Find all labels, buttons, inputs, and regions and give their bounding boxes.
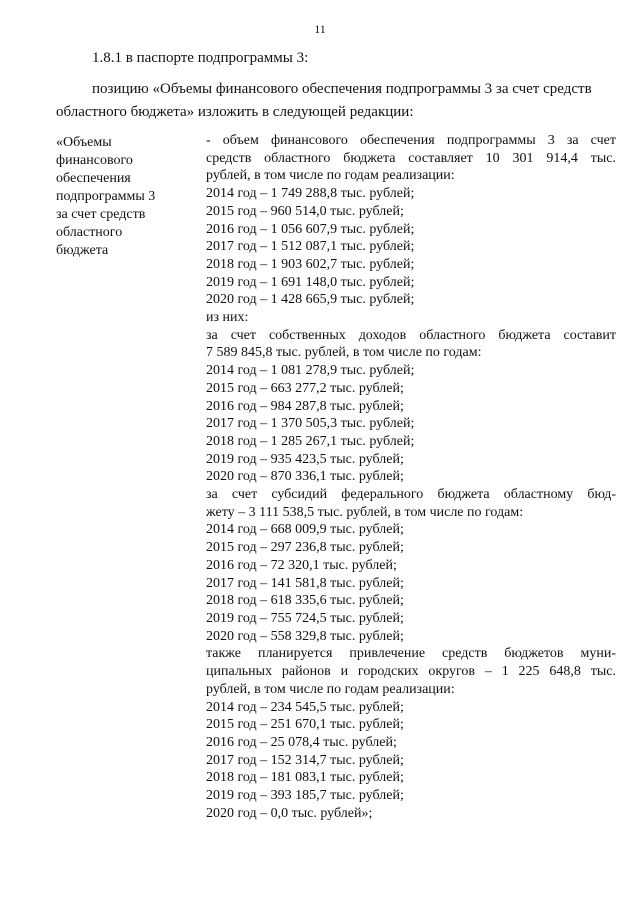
content-line: 2014 год – 234 545,5 тыс. рублей; <box>206 699 404 715</box>
content-line: 2016 год – 25 078,4 тыс. рублей; <box>206 734 397 750</box>
content-line: 2020 год – 1 428 665,9 тыс. рублей; <box>206 292 415 308</box>
content-line: жету – 3 111 538,5 тыс. рублей, в том числе по годам: <box>206 504 524 520</box>
content-line: 2015 год – 663 277,2 тыс. рублей; <box>206 380 404 396</box>
content-line: рублей, в том числе по годам реализации: <box>206 168 455 184</box>
content-line: 2017 год – 141 581,8 тыс. рублей; <box>206 575 404 591</box>
content-line: 2015 год – 251 670,1 тыс. рублей; <box>206 717 404 733</box>
content-line: 2019 год – 755 724,5 тыс. рублей; <box>206 610 404 626</box>
content-line: 2020 год – 0,0 тыс. рублей»; <box>206 805 373 821</box>
content-line: 2017 год – 152 314,7 тыс. рублей; <box>206 752 404 768</box>
content-line: 2019 год – 393 185,7 тыс. рублей; <box>206 788 404 804</box>
content-line: 2018 год – 181 083,1 тыс. рублей; <box>206 770 404 786</box>
content-line: 2017 год – 1 370 505,3 тыс. рублей; <box>206 416 415 432</box>
heading-item-number: 1.8.1 в паспорте подпрограммы 3: <box>92 50 309 66</box>
content-line: 2017 год – 1 512 087,1 тыс. рублей; <box>206 239 415 255</box>
content-line: 2018 год – 618 335,6 тыс. рублей; <box>206 593 404 609</box>
content-line: средств областного бюджета составляет 10 301 914,4 тыс. <box>206 150 616 166</box>
content-line: за счет собственных доходов областного бюджета составит <box>206 327 616 343</box>
content-line: 2020 год – 558 329,8 тыс. рублей; <box>206 628 404 644</box>
content-line: 2018 год – 1 285 267,1 тыс. рублей; <box>206 433 415 449</box>
content-line: 2019 год – 935 423,5 тыс. рублей; <box>206 451 404 467</box>
left-label-line: «Объемы <box>56 135 112 150</box>
content-line: 7 589 845,8 тыс. рублей, в том числе по годам: <box>206 345 482 361</box>
left-label-line: бюджета <box>56 243 109 258</box>
heading-position-text: позицию «Объемы финансового обеспечения подпрограммы 3 за счет средств <box>92 81 592 97</box>
content-line: 2015 год – 960 514,0 тыс. рублей; <box>206 203 404 219</box>
content-line: 2014 год – 1 081 278,9 тыс. рублей; <box>206 363 415 379</box>
content-line: 2014 год – 1 749 288,8 тыс. рублей; <box>206 186 415 202</box>
left-label-line: за счет средств <box>56 207 146 222</box>
content-line: 2019 год – 1 691 148,0 тыс. рублей; <box>206 274 415 290</box>
right-column-content <box>206 132 616 822</box>
content-line: 2020 год – 870 336,1 тыс. рублей; <box>206 469 404 485</box>
left-column-label <box>56 134 186 260</box>
left-label-line: финансового <box>56 153 133 168</box>
content-line: 2016 год – 984 287,8 тыс. рублей; <box>206 398 404 414</box>
left-label-line: обеспечения <box>56 171 131 186</box>
content-line: из них: <box>206 310 249 326</box>
content-line: 2014 год – 668 009,9 тыс. рублей; <box>206 522 404 538</box>
content-line: - объем финансового обеспечения подпрограммы 3 за счет <box>206 133 616 148</box>
content-line: рублей, в том числе по годам реализации: <box>206 681 455 697</box>
left-label-line: областного <box>56 225 123 240</box>
content-line: 2016 год – 1 056 607,9 тыс. рублей; <box>206 221 415 237</box>
content-line: за счет субсидий федерального бюджета областному бюд- <box>206 487 616 503</box>
content-line: 2015 год – 297 236,8 тыс. рублей; <box>206 540 404 556</box>
page-number: 11 <box>314 22 326 36</box>
content-line: 2016 год – 72 320,1 тыс. рублей; <box>206 557 397 573</box>
left-label-line: подпрограммы 3 <box>56 189 156 204</box>
content-line: 2018 год – 1 903 602,7 тыс. рублей; <box>206 256 415 272</box>
content-line: также планируется привлечение средств бюджетов муни- <box>206 646 616 662</box>
content-line: ципальных районов и городских округов – 1 225 648,8 тыс. <box>206 664 616 680</box>
heading-continuation-text: областного бюджета» изложить в следующей редакции: <box>56 104 414 120</box>
